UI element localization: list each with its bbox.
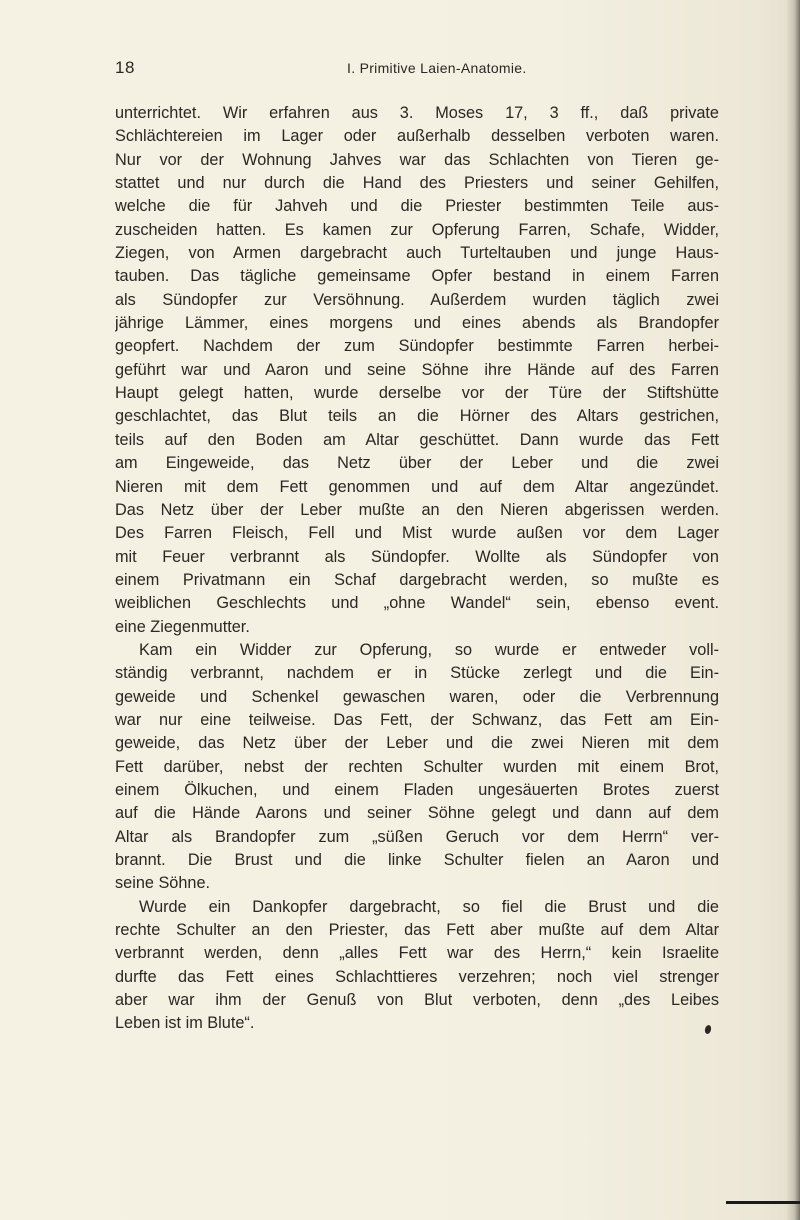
text-line: Haupt gelegt hatten, wurde derselbe vor der Türe der Stiftshütte: [115, 384, 719, 403]
text-line: geweide, das Netz über der Leber und die zwei Nieren mit dem: [115, 734, 719, 753]
text-line: stattet und nur durch die Hand des Priesters und seiner Gehilfen,: [115, 174, 719, 193]
text-line: jährige Lämmer, eines morgens und eines abends als Brandopfer: [115, 314, 719, 333]
text-line: verbrannt werden, denn „alles Fett war des Herrn,“ kein Israelite: [115, 944, 719, 963]
text-line: teils auf den Boden am Altar geschüttet. Dann wurde das Fett: [115, 430, 719, 449]
text-line: aber war ihm der Genuß von Blut verboten, denn „des Leibes: [115, 991, 719, 1010]
text-line: Des Farren Fleisch, Fell und Mist wurde außen vor dem Lager: [115, 524, 719, 543]
body-text: [115, 102, 719, 1036]
text-line: Altar als Brandopfer zum „süßen Geruch vor dem Herrn“ ver-: [115, 827, 719, 846]
text-line: geschlachtet, das Blut teils an die Hörner des Altars gestrichen,: [115, 407, 719, 426]
text-line: zuscheiden hatten. Es kamen zur Opferung Farren, Schafe, Widder,: [115, 220, 719, 239]
text-line: mit Feuer verbrannt als Sündopfer. Wollte als Sündopfer von: [115, 547, 719, 566]
text-line: am Eingeweide, das Netz über der Leber und die zwei: [115, 454, 719, 473]
text-line: seine Söhne.: [115, 874, 211, 893]
text-line: Nur vor der Wohnung Jahves war das Schlachten von Tieren ge-: [115, 150, 719, 169]
text-line: Schlächtereien im Lager oder außerhalb desselben verboten waren.: [115, 127, 719, 146]
page-edge-shadow: [786, 0, 800, 1220]
text-line: weiblichen Geschlechts und „ohne Wandel“ sein, ebenso event.: [115, 594, 719, 613]
text-line: einem Ölkuchen, und einem Fladen ungesäuerten Brotes zuerst: [115, 780, 719, 799]
running-title: I. Primitive Laien-Anatomie.: [347, 60, 527, 76]
text-line: Wurde ein Dankopfer dargebracht, so fiel die Brust und die: [139, 897, 719, 916]
text-line: war nur eine teilweise. Das Fett, der Schwanz, das Fett am Ein-: [115, 710, 719, 729]
text-line: Kam ein Widder zur Opferung, so wurde er entweder voll-: [139, 640, 719, 659]
text-line: Das Netz über der Leber mußte an den Nieren abgerissen werden.: [115, 500, 719, 519]
text-line: brannt. Die Brust und die linke Schulter fielen an Aaron und: [115, 851, 719, 869]
text-line: ständig verbrannt, nachdem er in Stücke zerlegt und die Ein-: [115, 664, 719, 683]
text-line: auf die Hände Aarons und seiner Söhne gelegt und dann auf dem: [115, 804, 719, 823]
page-number: 18: [115, 58, 135, 77]
text-line: geweide und Schenkel gewaschen waren, oder die Verbrennung: [115, 687, 719, 706]
page-header: [115, 58, 715, 82]
text-line: welche die für Jahveh und die Priester bestimmten Teile aus-: [115, 197, 719, 216]
text-line: einem Privatmann ein Schaf dargebracht werden, so mußte es: [115, 570, 719, 589]
bottom-edge-rule: [726, 1201, 800, 1204]
text-line: eine Ziegenmutter.: [115, 617, 250, 636]
text-line: Fett darüber, nebst der rechten Schulter wurden mit einem Brot,: [115, 757, 719, 776]
text-line: tauben. Das tägliche gemeinsame Opfer bestand in einem Farren: [115, 267, 719, 286]
text-line: als Sündopfer zur Versöhnung. Außerdem wurden täglich zwei: [115, 290, 719, 309]
text-line: Leben ist im Blute“.: [115, 1014, 255, 1033]
text-line: geopfert. Nachdem der zum Sündopfer bestimmte Farren herbei-: [115, 337, 719, 356]
text-line: geführt war und Aaron und seine Söhne ihre Hände auf des Farren: [115, 360, 719, 379]
text-line: Ziegen, von Armen dargebracht auch Turteltauben und junge Haus-: [115, 244, 719, 263]
text-line: durfte das Fett eines Schlachttieres verzehren; noch viel strenger: [115, 967, 719, 986]
text-line: Nieren mit dem Fett genommen und auf dem Altar angezündet.: [115, 477, 719, 496]
text-line: unterrichtet. Wir erfahren aus 3. Moses 17, 3 ff., daß private: [115, 104, 719, 122]
text-line: rechte Schulter an den Priester, das Fett aber mußte auf dem Altar: [115, 921, 719, 940]
